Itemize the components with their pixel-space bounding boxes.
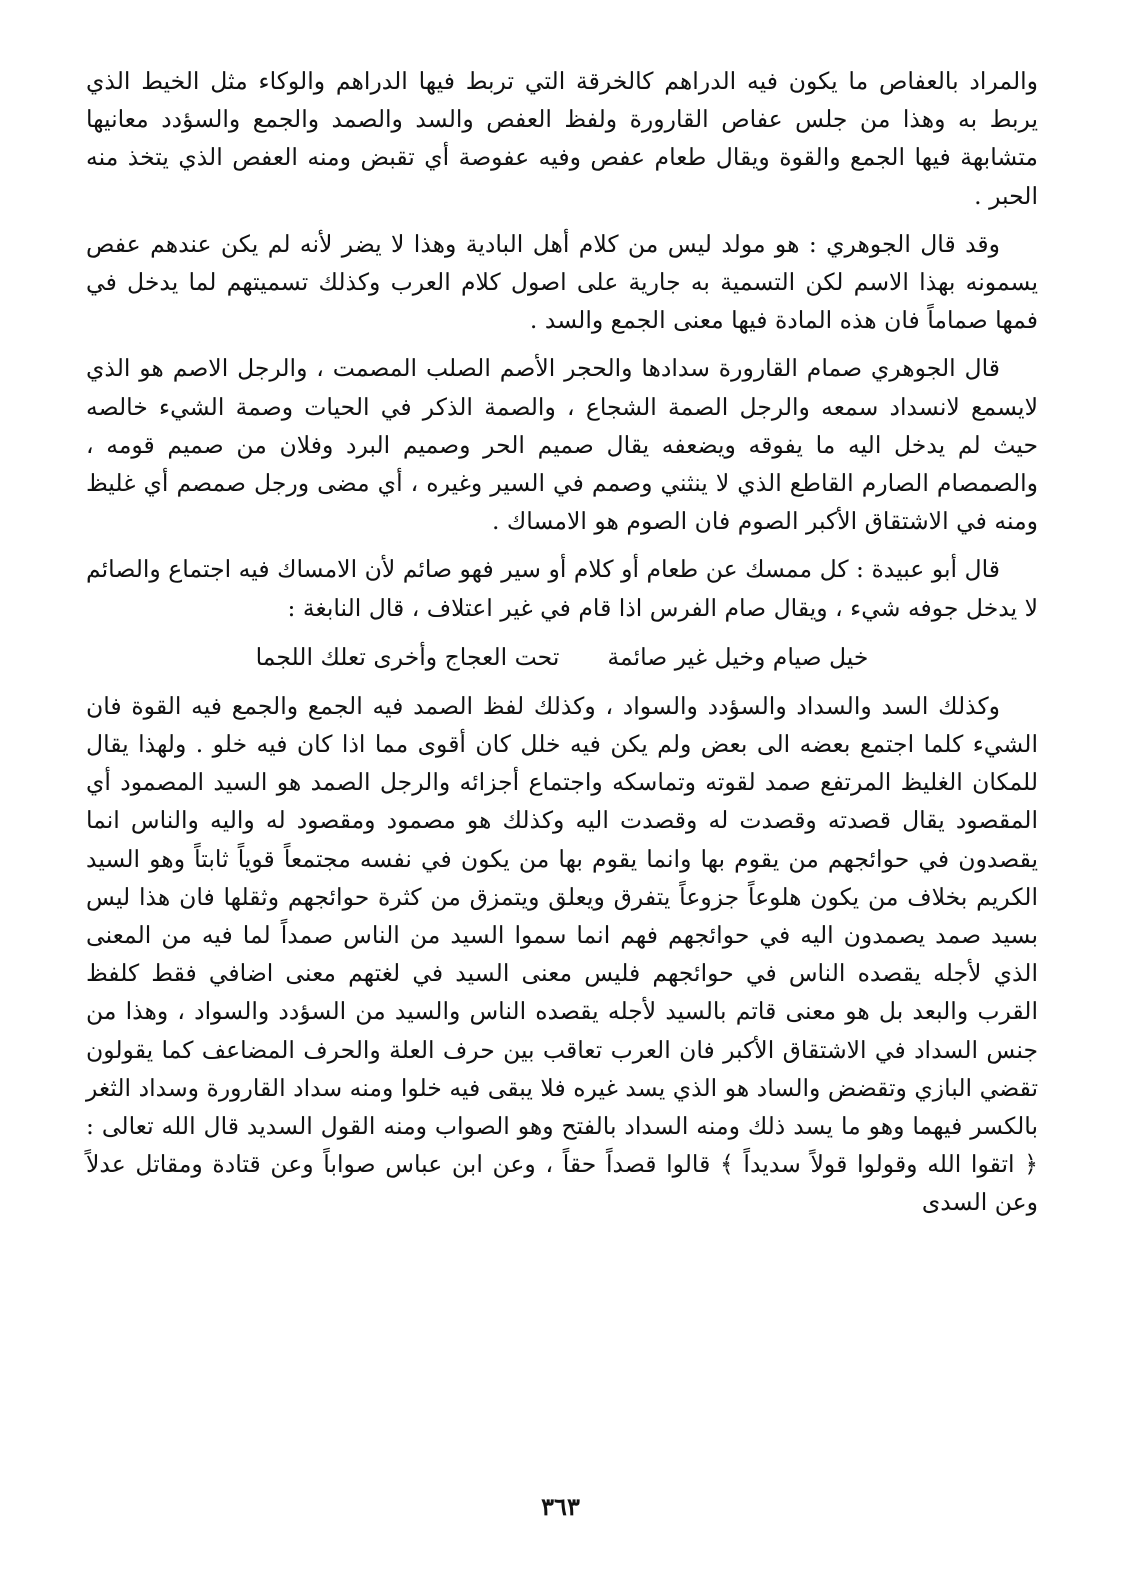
paragraph-1: والمراد بالعفاص ما يكون فيه الدراهم كالخرقة التي تربط فيها الدراهم والوكاء مثل الخيط الذي يربط به وهذا من جلس عفاص القارورة ولفظ العفص والسد والصمد والجمع والسؤدد معانيها متشابهة فيها الجمع والقوة ويقال طعام عفص وفيه عفوصة أي تقبض ومنه العفص الذي يتخذ منه الحبر . [86,67,1038,210]
poetry-verse [86,637,1038,677]
paragraph-5: وكذلك السد والسداد والسؤدد والسواد ، وكذلك لفظ الصمد فيه الجمع والجمع فيه القوة فان الشيء كلما اجتمع بعضه الى بعض ولم يكن فيه خلل كان أقوى مما اذا كان فيه خلو . ولهذا يقال للمكان الغليظ المرتفع صمد لقوته وتماسكه واجتماع أجزائه والرجل الصمد هو السيد المصمود أي المقصود يقال قصدته وقصدت له وقصدت اليه وكذلك هو مصمود ومقصود له واليه والناس انما يقصدون في حوائجهم من يقوم بها وانما يقوم بها من يكون في نفسه مجتمعاً قوياً ثابتاً وهو السيد الكريم بخلاف من يكون هلوعاً جزوعاً يتفرق ويعلق ويتمزق من كثرة حوائجهم وثقلها فان هذا ليس بسيد صمد يصمدون اليه في حوائجهم فهم انما سموا السيد من الناس صمداً لما فيه من المعنى الذي لأجله يقصده الناس في حوائجهم فليس معنى السيد في لغتهم معنى اضافي فقط كلفظ القرب والبعد بل هو معنى قاتم بالسيد لأجله يقصده الناس والسيد من السؤدد والسواد ، وهذا من جنس السداد في الاشتقاق الأكبر فان العرب تعاقب بين حرف العلة والحرف المضاعف كما يقولون تقضي البازي وتقضض والساد هو الذي يسد غيره فلا يبقى فيه خلوا ومنه سداد القارورة وسداد الثغر بالكسر فيهما وهو ما يسد ذلك ومنه السداد بالفتح وهو الصواب ومنه القول السديد قال الله تعالى : ﴿ اتقوا الله وقولوا قولاً سديداً ﴾ قالوا قصداً حقاً ، وعن ابن عباس صواباً وعن قتادة ومقاتل عدلاً وعن السدى [86,691,1038,1217]
paragraph-2: وقد قال الجوهري : هو مولد ليس من كلام أهل البادية وهذا لا يضر لأنه لم يكن عندهم عفص يسمونه بهذا الاسم لكن التسمية به جارية على اصول كلام العرب وكذلك تسميتهم لما يدخل في فمها صماماً فان هذه المادة فيها معنى الجمع والسد . [86,229,1038,335]
verse-second-hemistich: تحت العجاج وأخرى تعلك اللجما [255,642,560,671]
page-number: ٣٦٣ [541,1492,580,1521]
paragraph-4: قال أبو عبيدة : كل ممسك عن طعام أو كلام أو سير فهو صائم لأن الامساك فيه اجتماع والصائم لا يدخل جوفه شيء ، ويقال صام الفرس اذا قام في غير اعتلاف ، قال النابغة : [86,555,1038,622]
paragraph-3: قال الجوهري صمام القارورة سدادها والحجر الأصم الصلب المصمت ، والرجل الاصم هو الذي لايسمع لانسداد سمعه والرجل الصمة الشجاع ، والصمة الذكر في الحيات وصمة الشيء خالصه حيث لم يدخل اليه ما يفوقه ويضعفه يقال صميم الحر وصميم البرد وفلان من صميم قومه ، والصمصام الصارم القاطع الذي لا ينثني وصمم في السير وغيره ، أي مضى ورجل صمصم أي غليظ ومنه في الاشتقاق الأكبر الصوم فان الصوم هو الامساك . [86,354,1038,536]
page-body [86,62,1038,1232]
verse-first-hemistich: خيل صيام وخيل غير صائمة [607,642,869,671]
